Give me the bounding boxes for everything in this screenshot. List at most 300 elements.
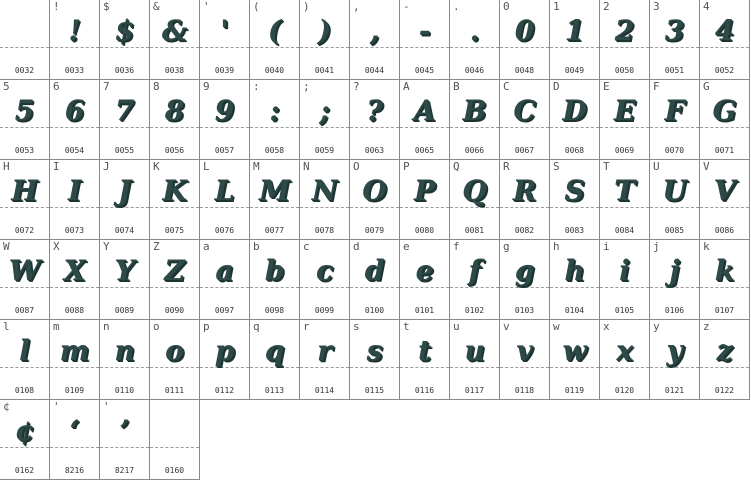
character-code: 0104 [564, 306, 585, 315]
glyph-preview: l [19, 334, 30, 367]
character-label: I [53, 160, 60, 173]
character-label: 8 [153, 80, 160, 93]
character-code: 0117 [464, 386, 485, 395]
glyph-cell[interactable] [0, 320, 50, 400]
character-code: 0122 [714, 386, 735, 395]
character-code: 0079 [364, 226, 385, 235]
glyph-cell[interactable] [650, 0, 700, 80]
character-label: 0 [503, 0, 510, 13]
glyph-cell[interactable] [0, 160, 50, 240]
character-label: 9 [203, 80, 210, 93]
glyph-preview: N [311, 174, 338, 207]
glyph-preview: R [512, 174, 537, 207]
glyph-cell[interactable] [100, 320, 150, 400]
glyph-preview: K [162, 174, 187, 207]
glyph-preview: 6 [64, 94, 85, 127]
glyph-cell[interactable] [550, 160, 600, 240]
character-code: 0082 [514, 226, 535, 235]
character-code: 0115 [364, 386, 385, 395]
glyph-preview: J [117, 174, 132, 207]
glyph-cell[interactable] [150, 160, 200, 240]
character-code: 0044 [364, 66, 385, 75]
character-label: F [653, 80, 660, 93]
glyph-cell[interactable] [500, 240, 550, 320]
character-code: 0058 [264, 146, 285, 155]
character-label: J [103, 160, 110, 173]
glyph-preview: ) [317, 14, 332, 47]
character-code: 0087 [14, 306, 35, 315]
character-code: 0039 [214, 66, 235, 75]
character-label: & [153, 0, 160, 13]
character-label: . [453, 0, 460, 13]
glyph-preview: L [214, 174, 235, 207]
character-label: w [553, 320, 560, 333]
glyph-cell[interactable] [150, 320, 200, 400]
glyph-cell[interactable] [450, 160, 500, 240]
glyph-cell[interactable] [250, 0, 300, 80]
glyph-preview: ¢ [14, 414, 35, 447]
character-label: 2 [603, 0, 610, 13]
character-label: s [353, 320, 360, 333]
character-label: i [603, 240, 610, 253]
character-label: g [503, 240, 510, 253]
character-code: 0098 [264, 306, 285, 315]
glyph-preview: u [464, 334, 485, 367]
glyph-preview: Z [164, 254, 185, 287]
glyph-cell[interactable] [300, 320, 350, 400]
glyph-preview: W [8, 254, 41, 287]
glyph-preview: x [616, 334, 633, 367]
character-code: 0033 [64, 66, 85, 75]
character-label: Y [103, 240, 110, 253]
glyph-cell[interactable] [350, 320, 400, 400]
character-code: 0032 [14, 66, 35, 75]
glyph-cell[interactable] [50, 160, 100, 240]
character-label: ' [203, 0, 210, 13]
character-label: - [403, 0, 410, 13]
character-code: 0109 [64, 386, 85, 395]
character-code: 0053 [14, 146, 35, 155]
glyph-cell[interactable] [200, 0, 250, 80]
glyph-cell[interactable] [500, 160, 550, 240]
character-label: o [153, 320, 160, 333]
character-code: 0054 [64, 146, 85, 155]
character-label: 1 [553, 0, 560, 13]
glyph-cell[interactable] [600, 160, 650, 240]
glyph-preview: . [469, 14, 480, 47]
character-label: m [53, 320, 60, 333]
character-code: 0071 [714, 146, 735, 155]
glyph-cell[interactable] [600, 80, 650, 160]
character-label: b [253, 240, 260, 253]
character-code: 0052 [714, 66, 735, 75]
character-code: 0041 [314, 66, 335, 75]
character-label: r [303, 320, 310, 333]
character-label: d [353, 240, 360, 253]
character-label: P [403, 160, 410, 173]
character-code: 0036 [114, 66, 135, 75]
glyph-preview: & [161, 14, 188, 47]
character-code: 0056 [164, 146, 185, 155]
character-code: 0102 [464, 306, 485, 315]
character-code: 0120 [614, 386, 635, 395]
character-code: 0075 [164, 226, 185, 235]
character-label: L [203, 160, 210, 173]
character-code: 0162 [14, 466, 35, 475]
glyph-preview: X [63, 254, 86, 287]
character-code: 0116 [414, 386, 435, 395]
character-label: C [503, 80, 510, 93]
glyph-preview: ; [319, 94, 330, 127]
character-label: M [253, 160, 260, 173]
glyph-cell[interactable] [650, 320, 700, 400]
character-code: 0105 [614, 306, 635, 315]
glyph-preview: $ [114, 14, 135, 47]
glyph-preview: D [562, 94, 587, 127]
glyph-preview: U [662, 174, 687, 207]
character-label: : [253, 80, 260, 93]
character-label: 3 [653, 0, 660, 13]
character-label: k [703, 240, 710, 253]
glyph-preview: H [11, 174, 38, 207]
character-code: 0119 [564, 386, 585, 395]
character-label: 5 [3, 80, 10, 93]
character-label: ' [53, 400, 60, 413]
glyph-cell[interactable] [500, 80, 550, 160]
character-label: z [703, 320, 710, 333]
glyph-preview: 8 [164, 94, 185, 127]
glyph-preview: E [613, 94, 636, 127]
character-label: a [203, 240, 210, 253]
character-label: ? [353, 80, 360, 93]
glyph-cell[interactable] [250, 160, 300, 240]
character-code: 0049 [564, 66, 585, 75]
glyph-cell[interactable] [400, 320, 450, 400]
glyph-cell[interactable] [150, 0, 200, 80]
character-label: f [453, 240, 460, 253]
character-code: 0070 [664, 146, 685, 155]
glyph-cell[interactable] [100, 400, 150, 480]
character-label: B [453, 80, 460, 93]
character-label: q [253, 320, 260, 333]
glyph-cell[interactable] [350, 80, 400, 160]
glyph-cell[interactable] [300, 240, 350, 320]
glyph-cell[interactable] [300, 80, 350, 160]
character-label: O [353, 160, 360, 173]
glyph-cell[interactable] [50, 0, 100, 80]
character-code: 0074 [114, 226, 135, 235]
glyph-preview: 5 [14, 94, 35, 127]
character-code: 0088 [64, 306, 85, 315]
character-code: 0106 [664, 306, 685, 315]
glyph-preview: y [666, 334, 683, 367]
glyph-cell[interactable] [300, 160, 350, 240]
character-code: 0100 [364, 306, 385, 315]
character-label: E [603, 80, 610, 93]
character-label: v [503, 320, 510, 333]
glyph-preview: v [516, 334, 533, 367]
glyph-cell[interactable] [100, 80, 150, 160]
glyph-preview: ! [68, 14, 81, 47]
glyph-preview: n [114, 334, 135, 367]
character-label: V [703, 160, 710, 173]
glyph-cell[interactable] [0, 80, 50, 160]
glyph-cell[interactable] [100, 160, 150, 240]
character-code: 0065 [414, 146, 435, 155]
character-code: 0063 [364, 146, 385, 155]
character-label: X [53, 240, 60, 253]
glyph-preview: I [67, 174, 82, 207]
character-code: 0046 [464, 66, 485, 75]
glyph-cell[interactable] [200, 160, 250, 240]
glyph-preview: i [619, 254, 630, 287]
character-code: 0099 [314, 306, 335, 315]
glyph-preview: 4 [714, 14, 735, 47]
character-label: S [553, 160, 560, 173]
character-label: ( [253, 0, 260, 13]
glyph-cell[interactable] [250, 240, 300, 320]
character-code: 0059 [314, 146, 335, 155]
glyph-preview: 7 [114, 94, 135, 127]
glyph-preview: P [413, 174, 436, 207]
character-label: e [403, 240, 410, 253]
character-code: 0068 [564, 146, 585, 155]
glyph-cell[interactable] [50, 240, 100, 320]
glyph-preview: ’ [119, 414, 130, 447]
character-label: $ [103, 0, 110, 13]
glyph-preview: Y [114, 254, 135, 287]
character-label: 6 [53, 80, 60, 93]
glyph-preview: f [468, 254, 481, 287]
character-label: h [553, 240, 560, 253]
glyph-cell[interactable] [350, 160, 400, 240]
glyph-cell[interactable] [350, 240, 400, 320]
character-code: 0089 [114, 306, 135, 315]
character-code: 0108 [14, 386, 35, 395]
glyph-cell[interactable] [550, 0, 600, 80]
glyph-preview: d [364, 254, 385, 287]
glyph-preview: z [716, 334, 733, 367]
glyph-cell[interactable] [700, 80, 750, 160]
character-label: y [653, 320, 660, 333]
glyph-preview: : [269, 94, 280, 127]
character-code: 0112 [214, 386, 235, 395]
character-label: A [403, 80, 410, 93]
glyph-cell[interactable] [450, 80, 500, 160]
glyph-cell[interactable] [650, 80, 700, 160]
glyph-cell[interactable] [100, 0, 150, 80]
glyph-preview: ‘ [69, 414, 80, 447]
character-label: 7 [103, 80, 110, 93]
character-label: u [453, 320, 460, 333]
character-label: W [3, 240, 10, 253]
glyph-preview: G [712, 94, 737, 127]
character-label: , [353, 0, 360, 13]
glyph-preview: b [264, 254, 285, 287]
glyph-cell[interactable] [0, 0, 50, 80]
character-code: 0121 [664, 386, 685, 395]
character-label: c [303, 240, 310, 253]
glyph-preview: p [214, 334, 235, 367]
glyph-cell[interactable] [450, 240, 500, 320]
glyph-cell[interactable] [200, 80, 250, 160]
character-label: ¢ [3, 400, 10, 413]
glyph-cell[interactable] [400, 80, 450, 160]
glyph-cell[interactable] [400, 240, 450, 320]
glyph-cell[interactable] [100, 240, 150, 320]
glyph-cell[interactable] [50, 400, 100, 480]
character-label: n [103, 320, 110, 333]
glyph-cell[interactable] [450, 0, 500, 80]
glyph-cell[interactable] [600, 240, 650, 320]
character-label: ! [53, 0, 60, 13]
glyph-preview: S [564, 174, 585, 207]
character-code: 0113 [264, 386, 285, 395]
character-code: 0086 [714, 226, 735, 235]
character-code: 0114 [314, 386, 335, 395]
character-label: T [603, 160, 610, 173]
baseline-guide [150, 447, 199, 448]
character-code: 0045 [414, 66, 435, 75]
character-code: 0097 [214, 306, 235, 315]
glyph-cell[interactable] [400, 160, 450, 240]
glyph-cell[interactable] [400, 0, 450, 80]
character-code: 0038 [164, 66, 185, 75]
glyph-cell[interactable] [0, 400, 50, 480]
glyph-cell[interactable] [150, 80, 200, 160]
character-label: ; [303, 80, 310, 93]
character-code: 8216 [64, 466, 85, 475]
glyph-preview: m [59, 334, 90, 367]
glyph-preview: 9 [214, 94, 235, 127]
glyph-cell[interactable] [300, 0, 350, 80]
character-code: 0048 [514, 66, 535, 75]
glyph-cell[interactable] [50, 80, 100, 160]
character-code: 0040 [264, 66, 285, 75]
character-code: 8217 [114, 466, 135, 475]
character-code: 0077 [264, 226, 285, 235]
glyph-preview: ( [267, 14, 282, 47]
character-code: 0090 [164, 306, 185, 315]
character-code: 0101 [414, 306, 435, 315]
character-label: K [153, 160, 160, 173]
glyph-preview: - [418, 14, 431, 47]
glyph-preview: c [315, 254, 334, 287]
character-code: 0118 [514, 386, 535, 395]
character-code: 0055 [114, 146, 135, 155]
glyph-cell[interactable] [0, 240, 50, 320]
character-label: R [503, 160, 510, 173]
character-label: G [703, 80, 710, 93]
glyph-preview: 3 [664, 14, 685, 47]
glyph-preview: B [462, 94, 487, 127]
glyph-cell[interactable] [650, 160, 700, 240]
glyph-cell[interactable] [350, 0, 400, 80]
character-code: 0051 [664, 66, 685, 75]
character-label: l [3, 320, 10, 333]
glyph-cell[interactable] [150, 400, 200, 480]
character-code: 0107 [714, 306, 735, 315]
character-label: Q [453, 160, 460, 173]
character-code: 0066 [464, 146, 485, 155]
glyph-preview: F [664, 94, 685, 127]
character-label: N [303, 160, 310, 173]
character-code: 0103 [514, 306, 535, 315]
glyph-cell[interactable] [500, 0, 550, 80]
character-code: 0111 [164, 386, 185, 395]
character-label: p [203, 320, 210, 333]
character-label: U [653, 160, 660, 173]
character-code: 0084 [614, 226, 635, 235]
glyph-cell[interactable] [700, 240, 750, 320]
glyph-preview: 0 [514, 14, 535, 47]
glyph-cell[interactable] [550, 240, 600, 320]
glyph-preview: T [614, 174, 635, 207]
character-label: j [653, 240, 660, 253]
glyph-cell[interactable] [700, 160, 750, 240]
glyph-cell[interactable] [500, 320, 550, 400]
character-code: 0057 [214, 146, 235, 155]
glyph-preview: ? [366, 94, 383, 127]
character-label: t [403, 320, 410, 333]
glyph-cell[interactable] [550, 320, 600, 400]
baseline-guide [0, 47, 49, 48]
glyph-preview: O [362, 174, 387, 207]
character-label: D [553, 80, 560, 93]
glyph-cell[interactable] [50, 320, 100, 400]
glyph-cell[interactable] [600, 0, 650, 80]
glyph-preview: Q [462, 174, 487, 207]
character-label: H [3, 160, 10, 173]
glyph-preview: A [413, 94, 436, 127]
character-code: 0080 [414, 226, 435, 235]
character-code: 0081 [464, 226, 485, 235]
glyph-cell[interactable] [600, 320, 650, 400]
glyph-cell[interactable] [200, 320, 250, 400]
glyph-cell[interactable] [700, 0, 750, 80]
glyph-cell[interactable] [150, 240, 200, 320]
glyph-preview: j [669, 254, 680, 287]
glyph-preview: e [415, 254, 434, 287]
character-label: ) [303, 0, 310, 13]
glyph-cell[interactable] [700, 320, 750, 400]
glyph-preview: q [264, 334, 285, 367]
character-label: x [603, 320, 610, 333]
glyph-cell[interactable] [550, 80, 600, 160]
character-code: 0069 [614, 146, 635, 155]
character-code: 0073 [64, 226, 85, 235]
character-label: Z [153, 240, 160, 253]
character-code: 0085 [664, 226, 685, 235]
glyph-preview: a [215, 254, 234, 287]
glyph-cell[interactable] [650, 240, 700, 320]
glyph-cell[interactable] [250, 80, 300, 160]
glyph-cell[interactable] [450, 320, 500, 400]
glyph-cell[interactable] [250, 320, 300, 400]
character-code: 0076 [214, 226, 235, 235]
glyph-preview: ' [220, 14, 229, 47]
character-code: 0110 [114, 386, 135, 395]
character-label: 4 [703, 0, 710, 13]
character-code: 0078 [314, 226, 335, 235]
glyph-preview: C [513, 94, 536, 127]
glyph-preview: M [259, 174, 290, 207]
glyph-preview: o [165, 334, 184, 367]
glyph-preview: s [366, 334, 383, 367]
character-code: 0083 [564, 226, 585, 235]
glyph-preview: h [564, 254, 585, 287]
glyph-cell[interactable] [200, 240, 250, 320]
